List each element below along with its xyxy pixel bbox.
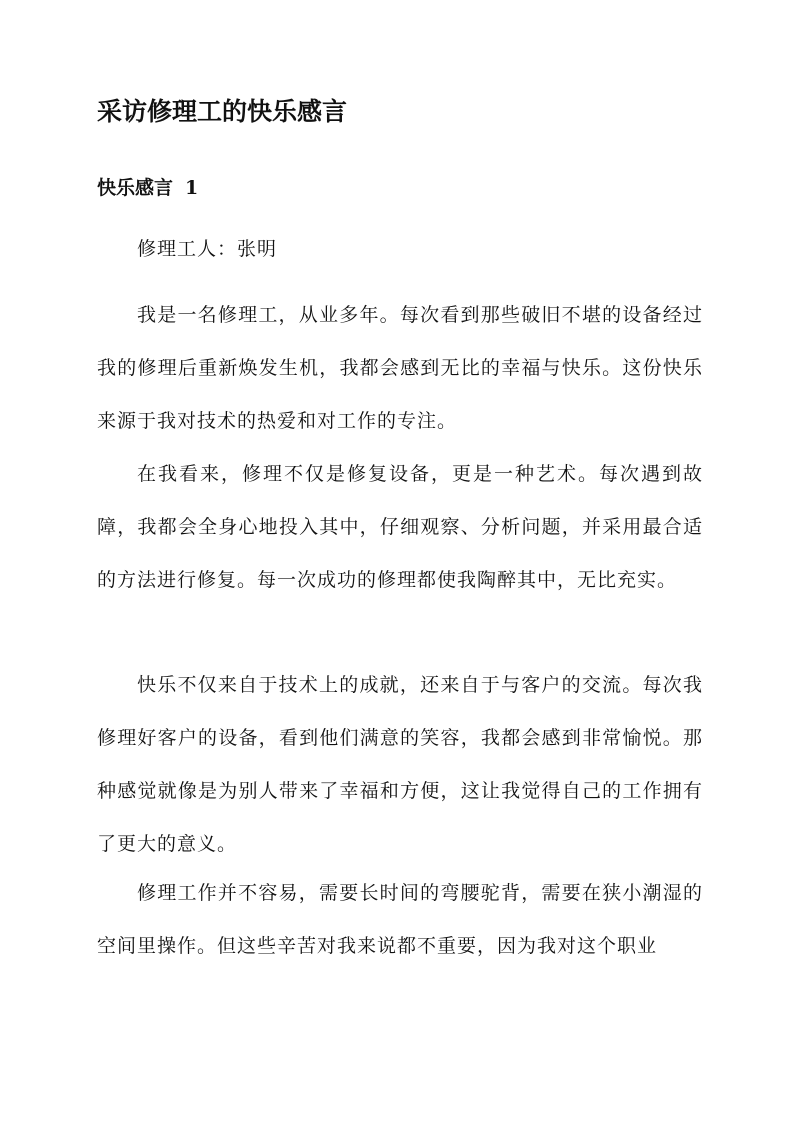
section-label: 快乐感言 — [97, 177, 174, 199]
paragraph-1: 我是一名修理工，从业多年。每次看到那些破旧不堪的设备经过我的修理后重新焕发生机，我都会感到无比的幸福与快乐。这份快乐来源于我对技术的热爱和对工作的专注。 — [97, 304, 703, 432]
page-title: 采访修理工的快乐感言 — [97, 97, 348, 126]
paragraph-2: 在我看来，修理不仅是修复设备，更是一种艺术。每次遇到故障，我都会全身心地投入其中，仔细观察、分析问题，并采用最合适的方法进行修复。每一次成功的修理都使我陶醉其中，无比充实。 — [97, 463, 703, 591]
paragraph-interviewee: 修理工人：张明 — [137, 238, 278, 260]
paragraph-4: 修理工作并不容易，需要长时间的弯腰驼背，需要在狭小潮湿的空间里操作。但这些辛苦对我来说都不重要，因为我对这个职业 — [97, 882, 703, 957]
paragraph-3: 快乐不仅来自于技术上的成就，还来自于与客户的交流。每次我修理好客户的设备，看到他们满意的笑容，我都会感到非常愉悦。那种感觉就像是为别人带来了幸福和方便，这让我觉得自己的工作拥有了更大的意义。 — [97, 674, 703, 855]
section-heading — [97, 168, 210, 208]
section-number: 1 — [185, 177, 199, 199]
